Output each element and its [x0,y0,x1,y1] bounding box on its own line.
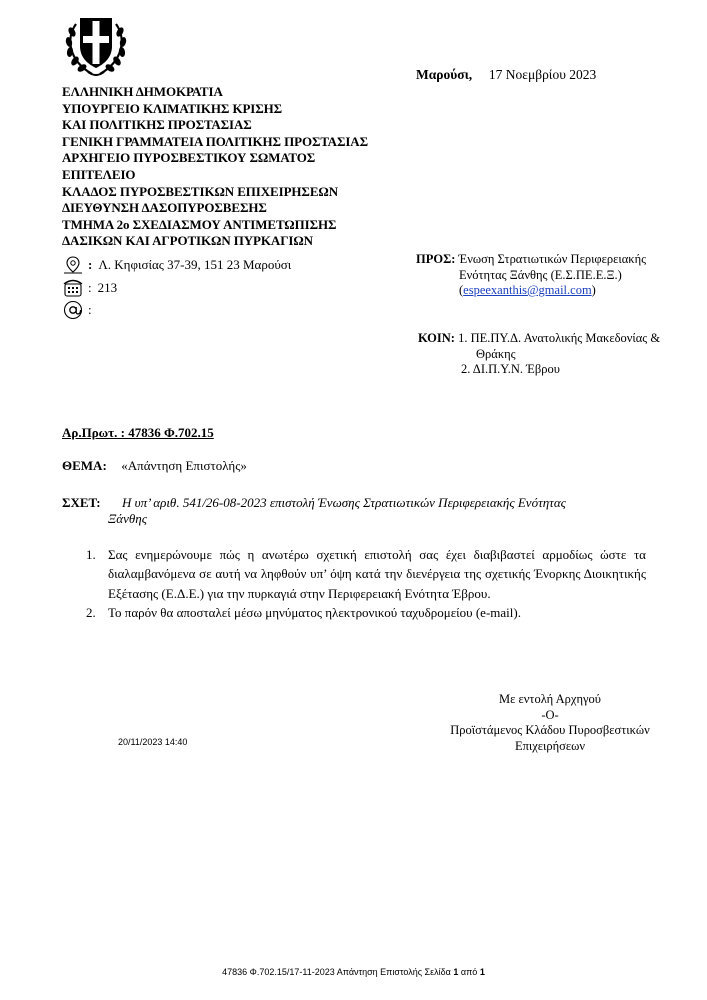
list-item-text: Το παρόν θα αποσταλεί μέσω μηνύματος ηλεκτρονικού ταχυδρομείου (e-mail). [108,605,521,621]
recipient-label: ΠΡΟΣ: [416,252,456,266]
list-item-text: Σας ενημερώνουμε πώς η ανωτέρω σχετική επιστολή σας έχει διαβιβαστεί αρμοδίως ώστε τα διαλαμβανόμενα σε αυτή να ληφθούν υπ’ όψη κατά την διενέργεια της σχετικής Ένορκης Διοικητικής Εξέτασης (Ε.Δ.Ε.) για την πυρκαγιά στην Περιφερειακή Ενότητα Έβρου. [108,547,646,601]
header-line: ΚΑΙ ΠΟΛΙΤΙΚΗΣ ΠΡΟΣΤΑΣΙΑΣ [62,117,252,133]
location-pin-icon [62,255,84,275]
footer-text: 47836 Φ.702.15/17-11-2023 Απάντηση Επιστολής Σελίδα [222,967,451,977]
signature-line: Με εντολή Αρχηγού [499,692,601,706]
recipient-line-1: Ένωση Στρατιωτικών Περιφερειακής [458,252,647,266]
signature-block [420,692,680,754]
header-line: ΔΑΣΙΚΩΝ ΚΑΙ ΑΓΡΟΤΙΚΩΝ ΠΥΡΚΑΓΙΩΝ [62,233,313,249]
subject-label: ΘΕΜΑ: [62,458,107,473]
address-text: Λ. Κηφισίας 37-39, 151 23 Μαρούσι [98,257,292,272]
protocol-number: Αρ.Πρωτ. : 47836 Φ.702.15 [62,425,214,440]
reference-block [62,495,662,527]
header-line: ΕΠΙΤΕΛΕΙΟ [62,166,136,182]
list-item-number: 1. [86,547,96,562]
contact-email-row: : [62,300,98,320]
greek-coat-of-arms-icon [62,10,130,80]
contact-phone-row: : 213 [62,278,117,298]
signature-line: Προϊστάμενος Κλάδου Πυροσβεστικών [450,723,650,737]
header-line: ΤΜΗΜΑ 2ο ΣΧΕΔΙΑΣΜΟΥ ΑΝΤΙΜΕΤΩΠΙΣΗΣ [62,216,337,232]
signature-line: Επιχειρήσεων [514,738,586,753]
page-footer [0,967,707,977]
cc-block [418,331,660,378]
recipient-line-2: Ενότητας Ξάνθης (Ε.Σ.ΠΕ.Ε.Ξ.) [459,267,622,282]
footer-page-number: 1 [453,967,459,977]
header-line: ΚΛΑΔΟΣ ΠΥΡΟΣΒΕΣΤΙΚΩΝ ΕΠΙΧΕΙΡΗΣΕΩΝ [62,183,338,199]
subject-line [62,458,247,474]
reference-text-continued: Ξάνθης [108,511,148,526]
place: Μαρούσι, [416,67,473,82]
issuing-authority-header [62,84,402,250]
cc-label: ΚΟΙΝ: [418,331,455,345]
header-line: ΕΛΛΗΝΙΚΗ ΔΗΜΟΚΡΑΤΙΑ [62,84,223,99]
cc-item-2: 2. ΔΙ.Π.Υ.Ν. Έβρου [461,362,560,376]
place-date [416,67,596,83]
list-item [86,603,646,622]
body-list [86,545,646,623]
footer-of: από [460,967,478,977]
header-line: ΑΡΧΗΓΕΙΟ ΠΥΡΟΣΒΕΣΤΙΚΟΥ ΣΩΜΑΤΟΣ [62,150,316,166]
header-line: ΔΙΕΥΘΥΝΣΗ ΔΑΣΟΠΥΡΟΣΒΕΣΗΣ [62,200,267,216]
phone-text: 213 [97,280,118,295]
footer-page-total: 1 [479,967,485,977]
list-item-number: 2. [86,605,96,621]
cc-item-1-continued: Θράκης [476,346,516,361]
header-line: ΥΠΟΥΡΓΕΙΟ ΚΛΙΜΑΤΙΚΗΣ ΚΡΙΣΗΣ [62,100,283,116]
reference-label: ΣΧΕΤ: [62,495,101,510]
date: 17 Νοεμβρίου 2023 [488,67,597,82]
list-item [86,545,646,603]
recipient-email-link[interactable]: espeexanthis@gmail.com [463,283,592,297]
contact-address-row: : Λ. Κηφισίας 37-39, 151 23 Μαρούσι [62,255,291,275]
cc-item-1: 1. ΠΕ.ΠΥ.Δ. Ανατολικής Μακεδονίας & [458,331,661,345]
recipient-block: ΠΡΟΣ: Ένωση Στρατιωτικών Περιφερειακής Ενότητας Ξάνθης (Ε.Σ.ΠΕ.Ε.Ξ.) (espeexanthis@gmail.com) [416,252,647,297]
signature-line: -Ο- [541,707,559,722]
subject-text: «Απάντηση Επιστολής» [121,458,247,473]
timestamp: 20/11/2023 14:40 [118,737,188,747]
telephone-icon [62,278,84,298]
at-sign-icon [62,300,84,320]
header-line: ΓΕΝΙΚΗ ΓΡΑΜΜΑΤΕΙΑ ΠΟΛΙΤΙΚΗΣ ΠΡΟΣΤΑΣΙΑΣ [62,133,368,149]
reference-text: Η υπ’ αριθ. 541/26-08-2023 επιστολή Ένωσης Στρατιωτικών Περιφερειακής Ενότητας [122,495,566,510]
